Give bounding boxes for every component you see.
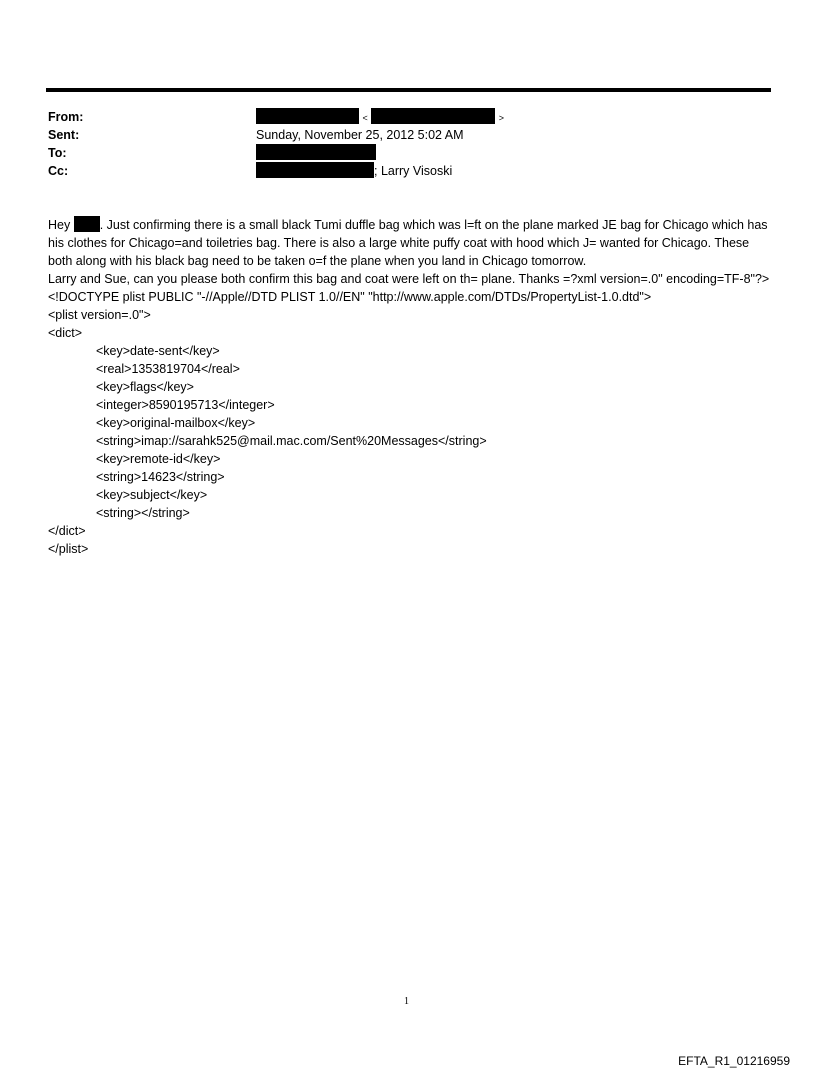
- message-paragraph: [48, 216, 773, 270]
- xml-line: <key>flags</key>: [96, 380, 194, 394]
- cc-name: ; Larry Visoski: [374, 164, 453, 178]
- redaction-block: [256, 144, 376, 160]
- cc-value: [256, 162, 452, 180]
- from-gt: >: [498, 113, 504, 123]
- to-value: [256, 144, 376, 162]
- redaction-block: [256, 108, 359, 124]
- xml-line: <real>1353819704</real>: [96, 362, 240, 376]
- sent-label: Sent:: [48, 128, 80, 142]
- from-lt: <: [362, 113, 368, 123]
- email-body: [48, 216, 773, 558]
- from-label: From:: [48, 110, 84, 124]
- xml-line: <string>imap://sarahk525@mail.mac.com/Sent%20Messages</string>: [96, 434, 487, 448]
- document-id: EFTA_R1_01216959: [678, 1054, 790, 1068]
- message-paragraph-2: Larry and Sue, can you please both confirm this bag and coat were left on th= plane. Thanks =?xml version=.0" encoding=TF-8"?> <!DOCTYPE plist PUBLIC "-//Apple//DTD PLIST 1.0//EN" "http://www.apple.com/DTDs/PropertyList-1.0.dtd">: [48, 272, 770, 304]
- redaction-block: [371, 108, 495, 124]
- xml-line: </dict>: [48, 524, 86, 538]
- xml-line: <plist version=.0">: [48, 308, 151, 322]
- redaction-block: [74, 216, 100, 232]
- xml-line: <string></string>: [96, 506, 190, 520]
- from-row: [48, 108, 748, 126]
- xml-line: <string>14623</string>: [96, 470, 225, 484]
- xml-line: <key>subject</key>: [96, 488, 208, 502]
- from-value: [256, 108, 504, 127]
- greeting: Hey: [48, 218, 71, 232]
- xml-line: <key>original-mailbox</key>: [96, 416, 256, 430]
- xml-line: <dict>: [48, 326, 83, 340]
- plist-xml: [48, 306, 773, 558]
- to-label: To:: [48, 146, 67, 160]
- cc-row: [48, 162, 748, 180]
- cc-label: Cc:: [48, 164, 69, 178]
- xml-line: <key>remote-id</key>: [96, 452, 221, 466]
- sent-row: [48, 126, 748, 144]
- to-row: [48, 144, 748, 162]
- message-text: . Just confirming there is a small black Tumi duffle bag which was l=ft on the plane marked JE bag for Chicago which has his clothes for Chicago=and toiletries bag. There is also a large white puffy coat with hood which J= wanted for Chicago. These both along with his black bag need to be taken o=f the plane when you land in Chicago tomorrow.: [48, 218, 768, 268]
- xml-line: <key>date-sent</key>: [96, 344, 220, 358]
- redaction-block: [256, 162, 374, 178]
- page-number: 1: [404, 996, 409, 1007]
- email-header: [48, 108, 748, 180]
- xml-line: <integer>8590195713</integer>: [96, 398, 275, 412]
- xml-line: </plist>: [48, 542, 89, 556]
- sent-value: Sunday, November 25, 2012 5:02 AM: [256, 128, 464, 142]
- header-rule: [46, 88, 771, 92]
